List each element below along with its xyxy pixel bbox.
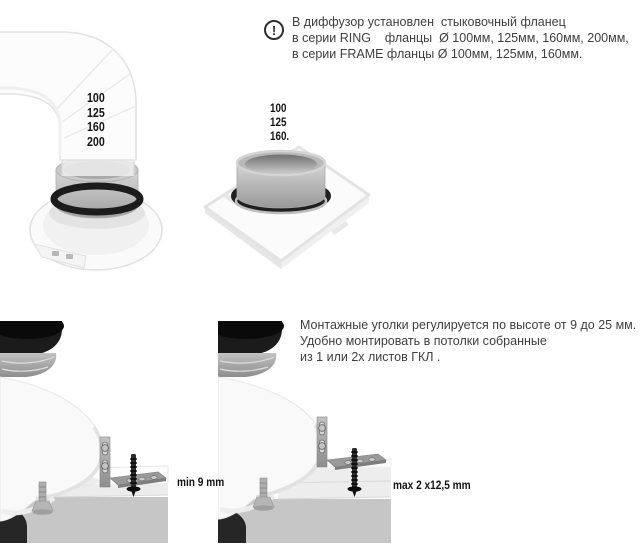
mounting-note-line: Монтажные уголки регулируется по высоте от 9 до 25 мм.: [300, 318, 637, 332]
ring-flange-sizes: [87, 91, 109, 149]
ring-size: 100: [87, 90, 105, 105]
elbow-bend: [0, 32, 136, 160]
ring-size: 125: [87, 104, 105, 120]
min-height-label: min 9 mm: [177, 477, 225, 489]
frame-size: 100: [270, 101, 287, 115]
metal-ring-collar: [234, 151, 328, 213]
frame-size: 160.: [270, 129, 290, 143]
mounting-photo-min: [0, 321, 170, 546]
ring-size: 200: [87, 133, 105, 149]
exclamation-icon: [264, 20, 284, 40]
exclamation-glyph: !: [271, 22, 277, 38]
ring-size: 160: [87, 119, 105, 135]
frame-flange-sizes: [270, 101, 293, 143]
max-height-label: max 2 x12,5 mm: [393, 480, 471, 492]
flange-info-note: [292, 14, 642, 62]
note-line: в серии FRAME фланцы Ø 100мм, 125мм, 160мм.: [292, 47, 583, 61]
mounting-note: [300, 317, 643, 365]
note-line: В диффузор установлен стыковочный фланец: [292, 15, 566, 29]
mounting-note-line: Удобно монтировать в потолки собранные: [300, 334, 547, 348]
note-line: в серии RING фланцы Ø 100мм, 125мм, 160мм, 200мм,: [292, 31, 629, 45]
frame-size: 125: [270, 115, 287, 129]
mounting-note-line: из 1 или 2х листов ГКЛ .: [300, 350, 441, 364]
